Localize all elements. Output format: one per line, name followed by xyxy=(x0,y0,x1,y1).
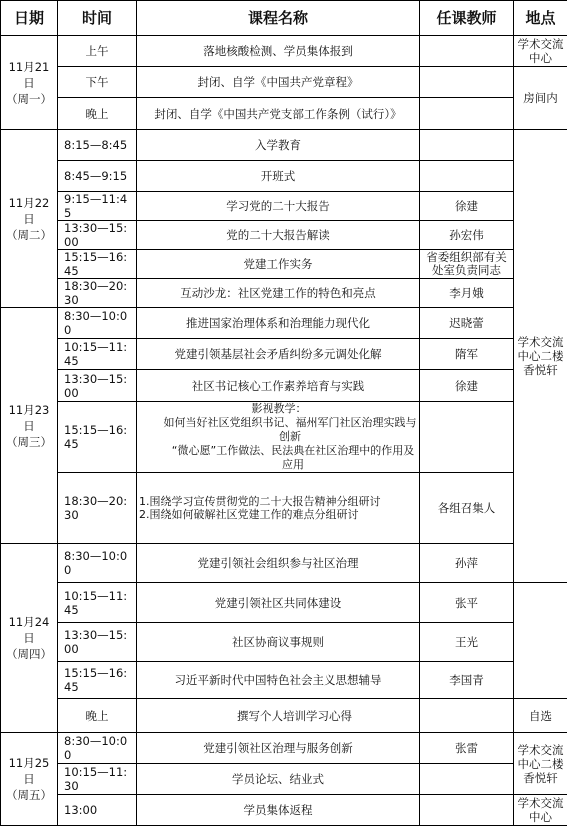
time-cell: 8:30—10:00 xyxy=(58,308,137,339)
location-cell: 学术交流中心二楼香悦轩 xyxy=(514,733,567,795)
time-cell: 下午 xyxy=(58,67,137,98)
header-date: 日期 xyxy=(1,1,58,36)
teacher-cell: 孙萍 xyxy=(420,544,514,583)
time-cell: 8:30—10:00 xyxy=(58,733,137,764)
table-row xyxy=(1,98,567,130)
time-cell: 9:15—11:45 xyxy=(58,192,137,221)
film-line: “微心愿”工作做法、民法典在社区治理中的作用及应用 xyxy=(139,444,417,472)
location-cell: 学术交流中心二楼香悦轩 xyxy=(514,130,567,583)
course-cell: 学员集体返程 xyxy=(137,795,420,826)
film-line: 如何当好社区党组织书记、福州军门社区治理实践与创新 xyxy=(139,416,417,444)
teacher-cell: 王光 xyxy=(420,622,514,661)
course-cell: 学习党的二十大报告 xyxy=(137,192,420,221)
date-text: 11月23日 xyxy=(3,402,55,434)
weekday-text: （周三） xyxy=(3,434,55,450)
course-cell: 封闭、自学《中国共产党章程》 xyxy=(137,67,420,98)
course-cell: 党建引领社区治理与服务创新 xyxy=(137,733,420,764)
header-row xyxy=(1,1,567,36)
course-cell: 党建引领社会组织参与社区治理 xyxy=(137,544,420,583)
time-cell: 15:15—16:45 xyxy=(58,662,137,699)
time-cell: 晚上 xyxy=(58,98,137,130)
table-row xyxy=(1,473,567,544)
table-row xyxy=(1,221,567,250)
discussion-line: 2.围绕如何破解社区党建工作的难点分组研讨 xyxy=(139,508,417,521)
teacher-cell xyxy=(420,98,514,130)
time-cell: 13:30—15:00 xyxy=(58,370,137,402)
date-text: 11月21日 xyxy=(3,59,55,91)
course-cell: 党建引领社区共同体建设 xyxy=(137,583,420,622)
time-cell: 10:15—11:45 xyxy=(58,339,137,370)
time-cell: 10:15—11:30 xyxy=(58,764,137,795)
time-cell: 18:30—20:30 xyxy=(58,473,137,544)
discussion-line: 1.围绕学习宣传贯彻党的二十大报告精神分组研讨 xyxy=(139,495,417,508)
course-cell: 落地核酸检测、学员集体报到 xyxy=(137,36,420,67)
time-cell: 13:00 xyxy=(58,795,137,826)
header-course: 课程名称 xyxy=(137,1,420,36)
time-cell: 13:30—15:00 xyxy=(58,221,137,250)
film-heading: 影视教学： xyxy=(139,402,417,416)
weekday-text: （周五） xyxy=(3,787,55,803)
teacher-cell xyxy=(420,402,514,473)
teacher-cell xyxy=(420,795,514,826)
date-cell xyxy=(1,544,58,733)
table-row xyxy=(1,662,567,699)
table-row xyxy=(1,192,567,221)
teacher-cell: 孙宏伟 xyxy=(420,221,514,250)
teacher-cell: 李国青 xyxy=(420,662,514,699)
teacher-cell xyxy=(420,36,514,67)
date-cell xyxy=(1,308,58,544)
teacher-cell: 各组召集人 xyxy=(420,473,514,544)
teacher-cell xyxy=(420,764,514,795)
table-row xyxy=(1,67,567,98)
date-text: 11月25日 xyxy=(3,755,55,787)
table-row xyxy=(1,279,567,308)
weekday-text: （周二） xyxy=(3,227,55,243)
header-time: 时间 xyxy=(58,1,137,36)
location-cell: 自选 xyxy=(514,699,567,733)
table-row xyxy=(1,544,567,583)
course-cell: 互动沙龙：社区党建工作的特色和亮点 xyxy=(137,279,420,308)
location-cell: 学术交流中心 xyxy=(514,36,567,67)
course-cell: 党建引领基层社会矛盾纠纷多元调处化解 xyxy=(137,339,420,370)
location-cell: 学术交流中心 xyxy=(514,795,567,826)
weekday-text: （周四） xyxy=(3,646,55,662)
course-cell: 社区书记核心工作素养培育与实践 xyxy=(137,370,420,402)
teacher-cell xyxy=(420,67,514,98)
time-cell: 15:15—16:45 xyxy=(58,250,137,279)
table-row xyxy=(1,795,567,826)
location-cell: 房间内 xyxy=(514,67,567,130)
teacher-cell: 徐建 xyxy=(420,192,514,221)
header-location: 地点 xyxy=(514,1,567,36)
date-cell xyxy=(1,130,58,308)
teacher-cell xyxy=(420,130,514,161)
time-cell: 8:45—9:15 xyxy=(58,161,137,192)
course-cell: 封闭、自学《中国共产党支部工作条例（试行）》 xyxy=(137,98,420,130)
time-cell: 15:15—16:45 xyxy=(58,402,137,473)
table-row xyxy=(1,130,567,161)
date-cell xyxy=(1,733,58,826)
teacher-cell: 张雷 xyxy=(420,733,514,764)
table-row xyxy=(1,161,567,192)
course-cell: 撰写个人培训学习心得 xyxy=(137,699,420,733)
table-row xyxy=(1,622,567,661)
table-row xyxy=(1,308,567,339)
course-cell: 党的二十大报告解读 xyxy=(137,221,420,250)
teacher-cell: 迟晓蕾 xyxy=(420,308,514,339)
teacher-cell: 徐建 xyxy=(420,370,514,402)
course-cell: 推进国家治理体系和治理能力现代化 xyxy=(137,308,420,339)
teacher-cell: 张平 xyxy=(420,583,514,622)
course-cell xyxy=(137,473,420,544)
date-text: 11月22日 xyxy=(3,195,55,227)
time-cell: 13:30—15:00 xyxy=(58,622,137,661)
table-row xyxy=(1,733,567,764)
time-cell: 8:15—8:45 xyxy=(58,130,137,161)
table-row xyxy=(1,402,567,473)
table-row xyxy=(1,36,567,67)
table-row xyxy=(1,370,567,402)
header-teacher: 任课教师 xyxy=(420,1,514,36)
course-cell xyxy=(137,402,420,473)
time-cell: 10:15—11:45 xyxy=(58,583,137,622)
weekday-text: （周一） xyxy=(3,91,55,107)
table-row xyxy=(1,250,567,279)
teacher-cell: 省委组织部有关处室负责同志 xyxy=(420,250,514,279)
date-text: 11月24日 xyxy=(3,614,55,646)
course-cell: 党建工作实务 xyxy=(137,250,420,279)
course-cell: 社区协商议事规则 xyxy=(137,622,420,661)
teacher-cell: 李月娥 xyxy=(420,279,514,308)
table-row xyxy=(1,764,567,795)
table-row xyxy=(1,583,567,622)
teacher-cell xyxy=(420,699,514,733)
time-cell: 18:30—20:30 xyxy=(58,279,137,308)
course-cell: 入学教育 xyxy=(137,130,420,161)
table-row xyxy=(1,339,567,370)
time-cell: 上午 xyxy=(58,36,137,67)
table-row xyxy=(1,699,567,733)
teacher-cell: 隋军 xyxy=(420,339,514,370)
date-cell xyxy=(1,36,58,130)
time-cell: 8:30—10:00 xyxy=(58,544,137,583)
time-cell: 晚上 xyxy=(58,699,137,733)
course-cell: 开班式 xyxy=(137,161,420,192)
course-cell: 学员论坛、结业式 xyxy=(137,764,420,795)
teacher-cell xyxy=(420,161,514,192)
course-cell: 习近平新时代中国特色社会主义思想辅导 xyxy=(137,662,420,699)
